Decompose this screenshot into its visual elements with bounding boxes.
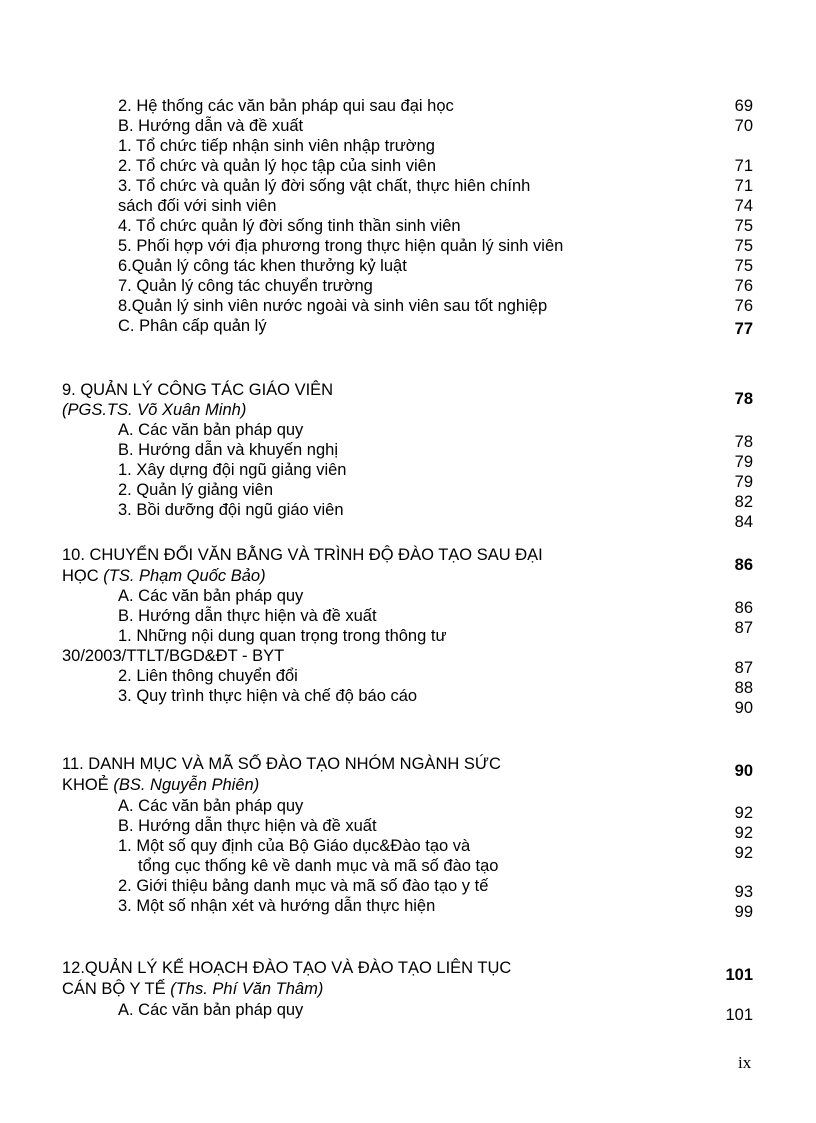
toc-entry: B. Hướng dẫn và khuyến nghị xyxy=(118,441,339,459)
section-heading: 9. QUẢN LÝ CÔNG TÁC GIÁO VIÊN xyxy=(62,381,334,399)
section-author: (BS. Nguyễn Phiên) xyxy=(113,776,260,794)
page-number: 69 xyxy=(734,97,753,115)
page-number: 86 xyxy=(734,599,753,617)
toc-entry: A. Các văn bản pháp quy xyxy=(118,421,304,439)
section-author: (PGS.TS. Võ Xuân Minh) xyxy=(62,401,247,419)
toc-entry: 1. Xây dựng đội ngũ giảng viên xyxy=(118,461,347,479)
page-number: 88 xyxy=(734,679,753,697)
toc-entry: 4. Tổ chức quản lý đời sống tinh thần sinh viên xyxy=(118,217,461,235)
toc-entry: 6.Quản lý công tác khen thưởng kỷ luật xyxy=(118,257,407,275)
page-number: 71 xyxy=(734,177,753,195)
toc-entry: A. Các văn bản pháp quy xyxy=(118,797,304,815)
section-heading: 10. CHUYỂN ĐỔI VĂN BẰNG VÀ TRÌNH ĐỘ ĐÀO TẠO SAU ĐẠI xyxy=(62,546,543,564)
section-heading-tail: HỌC xyxy=(62,567,104,585)
page-number: 79 xyxy=(734,453,753,471)
toc-entry: C. Phân cấp quản lý xyxy=(118,317,267,335)
toc-entry: 1. Những nội dung quan trọng trong thông tư xyxy=(118,627,447,645)
section-heading-tail: CÁN BỘ Y TẾ xyxy=(62,980,171,998)
toc-entry: 1. Tổ chức tiếp nhận sinh viên nhập trường xyxy=(118,137,435,155)
page-number: 70 xyxy=(734,117,753,135)
toc-entry: 1. Một số quy định của Bộ Giáo dục&Đào tạo và xyxy=(118,837,471,855)
page-number: 75 xyxy=(734,217,753,235)
page-number: 101 xyxy=(725,1006,753,1024)
section-heading: 11. DANH MỤC VÀ MÃ SỐ ĐÀO TẠO NHÓM NGÀNH SỨC xyxy=(62,755,501,773)
section-heading-tail: KHOẺ xyxy=(62,776,114,794)
page-number: 78 xyxy=(734,433,753,451)
page-number: 79 xyxy=(734,473,753,491)
section-page-number: 86 xyxy=(734,556,753,574)
page-number: 90 xyxy=(734,699,753,717)
toc-entry: 3. Tổ chức và quản lý đời sống vật chất, thực hiên chính xyxy=(118,177,531,195)
toc-entry: 8.Quản lý sinh viên nước ngoài và sinh viên sau tốt nghiệp xyxy=(118,297,548,315)
toc-entry: 2. Quản lý giảng viên xyxy=(118,481,274,499)
toc-entry: tổng cục thống kê về danh mục và mã số đào tạo xyxy=(138,857,499,875)
toc-entry: 3. Quy trình thực hiện và chế độ báo cáo xyxy=(118,687,418,705)
page-number: 87 xyxy=(734,619,753,637)
toc-entry: 2. Liên thông chuyển đổi xyxy=(118,667,298,685)
page-number: 82 xyxy=(734,493,753,511)
toc-entry: 3. Bồi dưỡng đội ngũ giáo viên xyxy=(118,501,344,519)
toc-entry: 7. Quản lý công tác chuyển trường xyxy=(118,277,373,295)
page-folio: ix xyxy=(738,1053,752,1072)
toc-entry: 30/2003/TTLT/BGD&ĐT - BYT xyxy=(62,647,285,665)
toc-entry: A. Các văn bản pháp quy xyxy=(118,1001,304,1019)
section-author: (TS. Phạm Quốc Bảo) xyxy=(103,567,266,585)
section-heading-cont xyxy=(62,979,323,999)
page-number: 92 xyxy=(734,824,753,842)
toc-entry: 3. Một số nhận xét và hướng dẫn thực hiện xyxy=(118,897,436,915)
toc-entry: B. Hướng dẫn và đề xuất xyxy=(118,117,304,135)
page-number: 76 xyxy=(734,277,753,295)
page-number: 75 xyxy=(734,257,753,275)
toc-entry: sách đối với sinh viên xyxy=(118,197,277,215)
section-page-number: 78 xyxy=(734,390,753,408)
section-author: (Ths. Phí Văn Thâm) xyxy=(170,980,324,998)
section-heading-cont xyxy=(62,775,259,795)
toc-entry: 5. Phối hợp với địa phương trong thực hiện quản lý sinh viên xyxy=(118,237,564,255)
page-number: 74 xyxy=(734,197,753,215)
page-number: 71 xyxy=(734,157,753,175)
toc-entry: 2. Giới thiệu bảng danh mục và mã số đào tạo y tế xyxy=(118,877,489,895)
page-number: 76 xyxy=(734,297,753,315)
page-number: 92 xyxy=(734,804,753,822)
toc-entry: B. Hướng dẫn thực hiện và đề xuất xyxy=(118,817,377,835)
page-number: 92 xyxy=(734,844,753,862)
toc-entry: A. Các văn bản pháp quy xyxy=(118,587,304,605)
section-page-number: 90 xyxy=(734,762,753,780)
page-number: 99 xyxy=(734,903,753,921)
section-heading: 12.QUẢN LÝ KẾ HOẠCH ĐÀO TẠO VÀ ĐÀO TẠO LIÊN TỤC xyxy=(62,959,512,977)
toc-entry: B. Hướng dẫn thực hiện và đề xuất xyxy=(118,607,377,625)
page-number: 77 xyxy=(734,320,753,338)
toc-entry: 2. Tổ chức và quản lý học tập của sinh viên xyxy=(118,157,437,175)
toc-entry: 2. Hệ thống các văn bản pháp qui sau đại học xyxy=(118,97,454,115)
section-heading-cont xyxy=(62,566,266,586)
page-number: 93 xyxy=(734,883,753,901)
page-number: 87 xyxy=(734,659,753,677)
section-page-number: 101 xyxy=(725,966,753,984)
page-number: 75 xyxy=(734,237,753,255)
page-number: 84 xyxy=(734,513,753,531)
